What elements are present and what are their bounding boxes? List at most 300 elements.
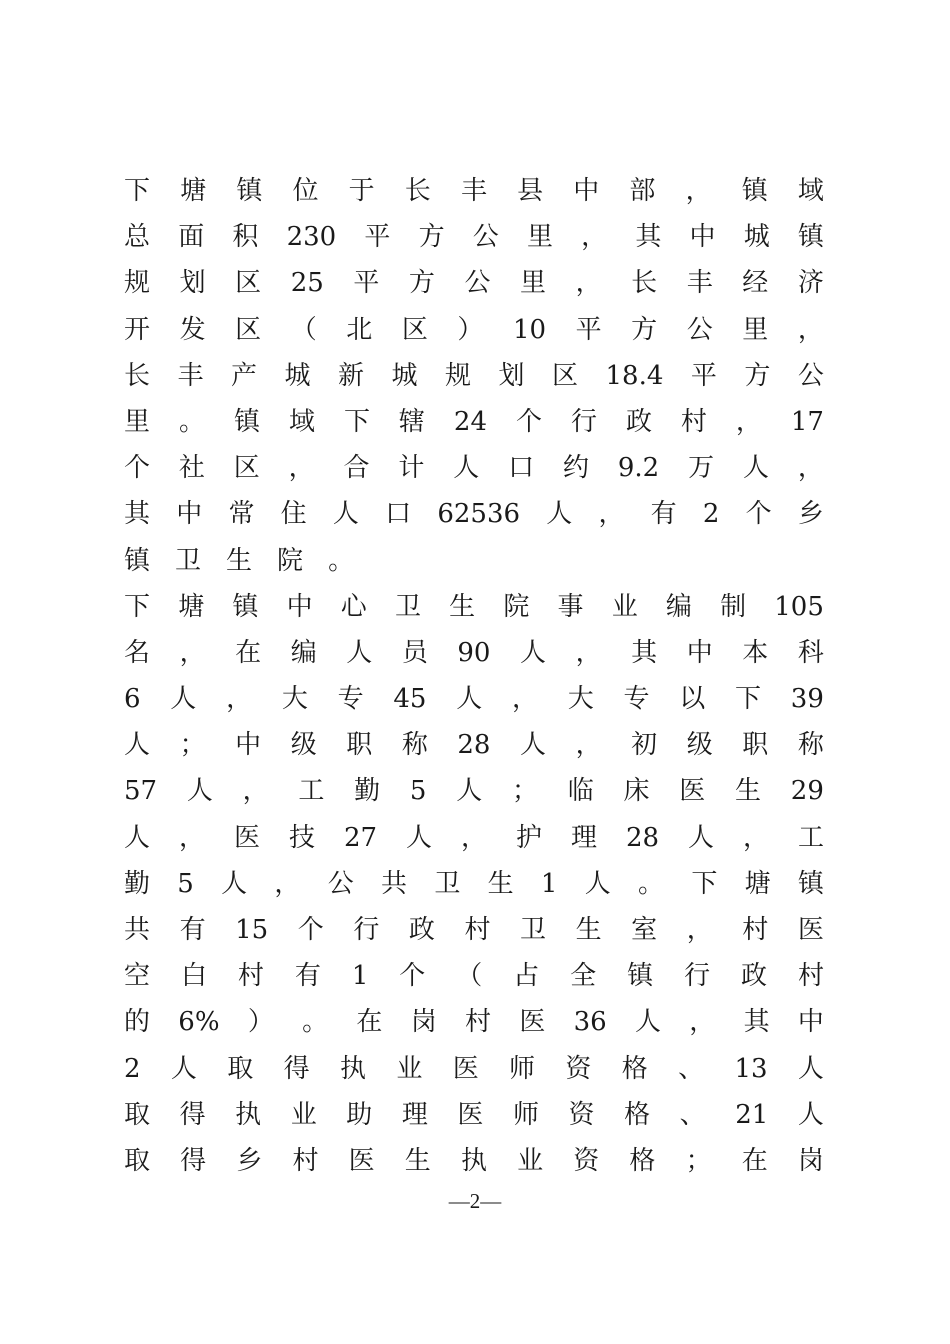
text-token: 划 [179,268,206,299]
text-token: 村 [237,961,264,992]
text-token: 里 [520,268,547,299]
text-token: 人 [520,637,547,668]
text-token: 镇 [232,591,259,622]
text-token: 其 [635,222,662,253]
text-token: 发 [179,314,206,345]
text-line [124,1092,824,1138]
text-token: 格 [621,1053,648,1084]
text-token: 医 [233,822,260,853]
text-token: 105 [774,591,824,622]
text-token: 村 [680,406,707,437]
text-token: 区 [401,314,428,345]
text-token: 生 [404,1145,431,1176]
text-token: 人 [584,868,611,899]
text-token: 方 [631,314,658,345]
text-token: 大 [281,684,308,715]
text-token: 村 [292,1145,319,1176]
text-token: 1 [351,961,369,992]
text-token: ， [179,637,206,668]
text-line [124,584,824,630]
text-token: 28 [625,822,660,853]
text-token: 名 [124,637,151,668]
text-token: 院 [503,591,530,622]
text-token: 在 [741,1145,768,1176]
text-token: 13 [734,1053,768,1084]
text-token: 镇 [627,961,654,992]
body-text [124,168,824,1184]
text-token: 人 [456,684,483,715]
text-token: ） [457,314,484,345]
text-token: 专 [337,684,364,715]
text-token: 城 [743,222,770,253]
text-token: ， [575,730,602,761]
text-token: ， [274,868,301,899]
text-token: 10 [512,314,547,345]
text-token: 空 [124,961,151,992]
text-token: 卫 [520,915,547,945]
text-token: 位 [292,176,319,206]
text-token: ， [598,499,625,530]
text-token: 理 [570,822,597,853]
text-token: 本 [742,637,769,668]
text-token: 25 [290,268,324,299]
text-token: 人 [546,499,573,530]
text-token: 部 [629,176,656,206]
text-token: 中 [235,730,262,761]
text-token: 长 [404,176,431,206]
text-token: 平 [690,360,717,391]
text-line [124,630,824,676]
text-token: 常 [228,499,255,530]
text-token: 下 [343,406,370,437]
text-token: 医 [457,1099,484,1130]
text-token: 29 [790,776,824,807]
text-token: （ [456,961,483,992]
text-token: 长 [631,268,658,299]
text-token: 丰 [177,360,204,391]
text-token: ， [685,176,712,206]
text-token: 生 [487,868,514,899]
text-token: 划 [498,360,525,391]
text-token: 21 [735,1099,769,1130]
text-token: 村 [464,915,491,945]
text-token: 人 [406,822,433,853]
text-token: 级 [686,730,713,761]
text-token: 人 [742,453,769,484]
text-token: 人 [332,499,359,530]
text-token: ， [226,684,253,715]
text-token: ， [460,822,487,853]
text-token: 镇 [741,176,768,206]
text-line [124,953,824,999]
text-token: 初 [631,730,658,761]
text-token: 政 [408,915,435,945]
text-token: 工 [797,822,824,853]
text-token: 产 [231,360,258,391]
text-token: ， [575,268,602,299]
text-token: ， [797,314,824,345]
text-token: 资 [573,1145,600,1176]
text-token: 行 [684,961,711,992]
text-token: 得 [180,1145,207,1176]
text-token: 中 [689,222,716,253]
text-token: 57 [124,776,158,807]
text-line [124,307,824,353]
text-token: 。 [178,406,205,437]
text-token: 城 [284,360,311,391]
text-token: 人 [797,1099,824,1130]
text-token: 15 [235,915,269,945]
text-token: 人 [634,1007,661,1038]
text-token: 5 [177,868,194,899]
text-token: ， [511,684,538,715]
text-token: 取 [227,1053,254,1084]
text-token: 称 [797,730,824,761]
text-token: 镇 [124,545,151,576]
text-token: 区 [233,453,260,484]
text-token: 万 [688,453,715,484]
text-token: 村 [742,915,769,945]
text-line [124,861,824,907]
text-token: 科 [797,637,824,668]
text-line [124,722,824,768]
text-token: ， [581,222,608,253]
text-line [124,214,824,260]
text-token: 域 [797,176,824,206]
text-token: 方 [418,222,445,253]
text-token: 人 [797,1053,824,1084]
text-token: ， [686,915,713,945]
text-token: 理 [401,1099,428,1130]
text-token: 有 [650,499,677,530]
text-token: 塘 [180,176,207,206]
text-token: 镇 [797,868,824,899]
text-token: 编 [290,637,317,668]
text-token: 人 [170,684,197,715]
text-token: 室 [631,915,658,945]
text-token: 个 [297,915,324,945]
text-token: 行 [353,915,380,945]
text-token: 人 [520,730,547,761]
text-token: 行 [570,406,597,437]
text-token: 业 [517,1145,544,1176]
text-token: 平 [364,222,391,253]
text-token: 人 [453,453,480,484]
text-token: 业 [290,1099,317,1130]
text-token: 业 [396,1053,423,1084]
text-token: 卫 [394,591,421,622]
text-line [124,353,824,399]
text-token: ） [247,1007,274,1038]
text-token: 专 [623,684,650,715]
text-token: 卫 [175,545,202,576]
text-token: 丰 [460,176,487,206]
text-token: 下 [691,868,718,899]
text-token: 。 [328,545,355,576]
text-token: 业 [611,591,638,622]
text-token: 人 [124,822,151,853]
text-token: 占 [513,961,540,992]
text-token: 人 [346,637,373,668]
text-token: 技 [288,822,315,853]
text-token: 规 [445,360,472,391]
text-token: 口 [508,453,535,484]
text-token: 面 [178,222,205,253]
text-token: 经 [742,268,769,299]
text-token: 得 [179,1099,206,1130]
text-token: （ [290,314,317,345]
text-token: 白 [180,961,207,992]
text-token: ； [179,730,206,761]
text-line [124,260,824,306]
text-token: 中 [286,591,313,622]
text-line [124,491,824,537]
text-token: 事 [557,591,584,622]
text-token: 生 [735,776,762,807]
text-token: 人 [456,776,483,807]
text-token: 村 [797,961,824,992]
text-token: 其 [124,499,151,530]
text-token: 积 [232,222,259,253]
text-token: 6 [124,684,141,715]
text-token: 住 [280,499,307,530]
text-token: 。 [638,868,665,899]
text-token: 以 [679,684,706,715]
text-line [124,168,824,214]
text-token: 方 [744,360,771,391]
text-token: 丰 [686,268,713,299]
text-token: 塘 [744,868,771,899]
text-token: ， [288,453,315,484]
text-token: 心 [340,591,367,622]
text-token: 口 [385,499,412,530]
text-token: 执 [460,1145,487,1176]
text-token: 城 [391,360,418,391]
text-token: 执 [235,1099,262,1130]
text-line [124,676,824,722]
text-token: 职 [346,730,373,761]
text-token: 公 [686,314,713,345]
text-token: 乡 [236,1145,263,1176]
text-token: ， [242,776,269,807]
text-token: 中 [573,176,600,206]
text-token: 中 [686,637,713,668]
text-token: 9.2 [617,453,660,484]
text-token: 24 [453,406,487,437]
text-token: 人 [170,1053,197,1084]
page-number: —2— [448,1189,502,1213]
text-token: 生 [226,545,253,576]
text-line [124,399,824,445]
text-token: 编 [665,591,692,622]
text-line [124,999,824,1045]
text-token: 人 [688,822,715,853]
text-line [124,445,824,491]
text-token: 平 [575,314,602,345]
text-token: 在 [235,637,262,668]
text-token: 卫 [434,868,461,899]
text-token: 2 [124,1053,141,1084]
text-token: 公 [327,868,354,899]
text-token: 北 [346,314,373,345]
text-token: 镇 [233,406,260,437]
text-token: 济 [797,268,824,299]
text-token: 岗 [410,1007,437,1038]
text-token: 规 [124,268,151,299]
text-token: 全 [570,961,597,992]
text-token: 医 [679,776,706,807]
text-token: 医 [452,1053,479,1084]
text-token: 5 [409,776,427,807]
text-line [124,815,824,861]
text-token: 村 [465,1007,492,1038]
text-token: 区 [235,268,262,299]
text-token: ， [797,453,824,484]
text-token: 大 [567,684,594,715]
text-token: 的 [124,1007,151,1038]
text-token: 、 [679,1099,706,1130]
text-token: 制 [720,591,747,622]
text-token: 新 [338,360,365,391]
text-line [124,1138,824,1184]
text-token: 师 [512,1099,539,1130]
text-token: 医 [797,915,824,945]
text-token: 得 [283,1053,310,1084]
text-token: ， [575,637,602,668]
text-token: 医 [519,1007,546,1038]
text-token: 职 [742,730,769,761]
text-token: 取 [124,1099,151,1130]
text-token: 助 [346,1099,373,1130]
text-token: 。 [302,1007,329,1038]
text-token: 39 [790,684,824,715]
text-token: 开 [124,314,151,345]
text-token: 于 [348,176,375,206]
text-token: 27 [343,822,378,853]
text-token: 级 [290,730,317,761]
text-token: 中 [176,499,203,530]
text-token: 镇 [797,222,824,253]
text-token: 45 [393,684,427,715]
text-token: 县 [517,176,544,206]
text-token: 公 [472,222,499,253]
text-token: 在 [356,1007,383,1038]
text-token: 2 [702,499,720,530]
text-token: 长 [124,360,151,391]
text-token: 里 [124,406,151,437]
text-token: 共 [381,868,408,899]
text-token: 师 [509,1053,536,1084]
text-token: 塘 [178,591,205,622]
text-token: 合 [343,453,370,484]
text-token: 政 [741,961,768,992]
text-token: 人 [221,868,248,899]
text-token: 平 [353,268,380,299]
text-token: 1 [540,868,558,899]
text-token: 工 [298,776,325,807]
text-token: 生 [449,591,476,622]
text-token: 计 [398,453,425,484]
text-token: 总 [124,222,151,253]
text-token: 人 [186,776,213,807]
text-token: 28 [457,730,491,761]
text-token: 下 [735,684,762,715]
text-token: 床 [623,776,650,807]
text-token: 格 [624,1099,651,1130]
text-token: 区 [235,314,262,345]
text-token: 护 [515,822,542,853]
text-token: 下 [124,176,151,206]
text-token: ， [735,406,762,437]
text-token: 有 [179,915,206,945]
text-token: 资 [568,1099,595,1130]
text-token: ， [689,1007,716,1038]
text-token: 个 [124,453,151,484]
text-token: 生 [575,915,602,945]
text-token: 方 [408,268,435,299]
text-token: 人 [124,730,151,761]
text-token: 约 [563,453,590,484]
text-token: 社 [178,453,205,484]
text-token: 资 [565,1053,592,1084]
text-token: 里 [742,314,769,345]
text-token: 临 [567,776,594,807]
text-line [124,538,824,584]
text-token: 公 [464,268,491,299]
text-token: 共 [124,915,151,945]
text-token: 36 [573,1007,607,1038]
text-line [124,768,824,814]
text-token: 医 [348,1145,375,1176]
text-token: 230 [286,222,337,253]
text-token: 其 [631,637,658,668]
text-token: 执 [339,1053,366,1084]
text-token: 乡 [797,499,824,530]
text-line [124,1046,824,1092]
text-token: 称 [401,730,428,761]
text-token: 镇 [236,176,263,206]
text-token: ； [511,776,538,807]
text-token: ， [742,822,769,853]
text-token: 其 [743,1007,770,1038]
text-token: 区 [552,360,579,391]
text-token: 公 [797,360,824,391]
text-line [124,907,824,953]
text-token: 政 [625,406,652,437]
text-token: 90 [457,637,491,668]
text-token: 、 [678,1053,705,1084]
text-token: 6% [178,1007,220,1038]
text-token: 取 [124,1145,151,1176]
text-token: 格 [629,1145,656,1176]
text-token: 院 [277,545,304,576]
text-token: 个 [515,406,542,437]
text-token: 下 [124,591,151,622]
text-token: 辖 [398,406,425,437]
text-token: 勤 [354,776,381,807]
text-token: 勤 [124,868,151,899]
text-token: 62536 [437,499,521,530]
text-token: 员 [401,637,428,668]
text-token: 岗 [797,1145,824,1176]
text-token: 18.4 [605,360,664,391]
text-token: 有 [294,961,321,992]
text-token: 中 [797,1007,824,1038]
text-token: 里 [526,222,553,253]
text-token: ， [178,822,205,853]
text-token: 个 [745,499,772,530]
text-token: 个 [399,961,426,992]
